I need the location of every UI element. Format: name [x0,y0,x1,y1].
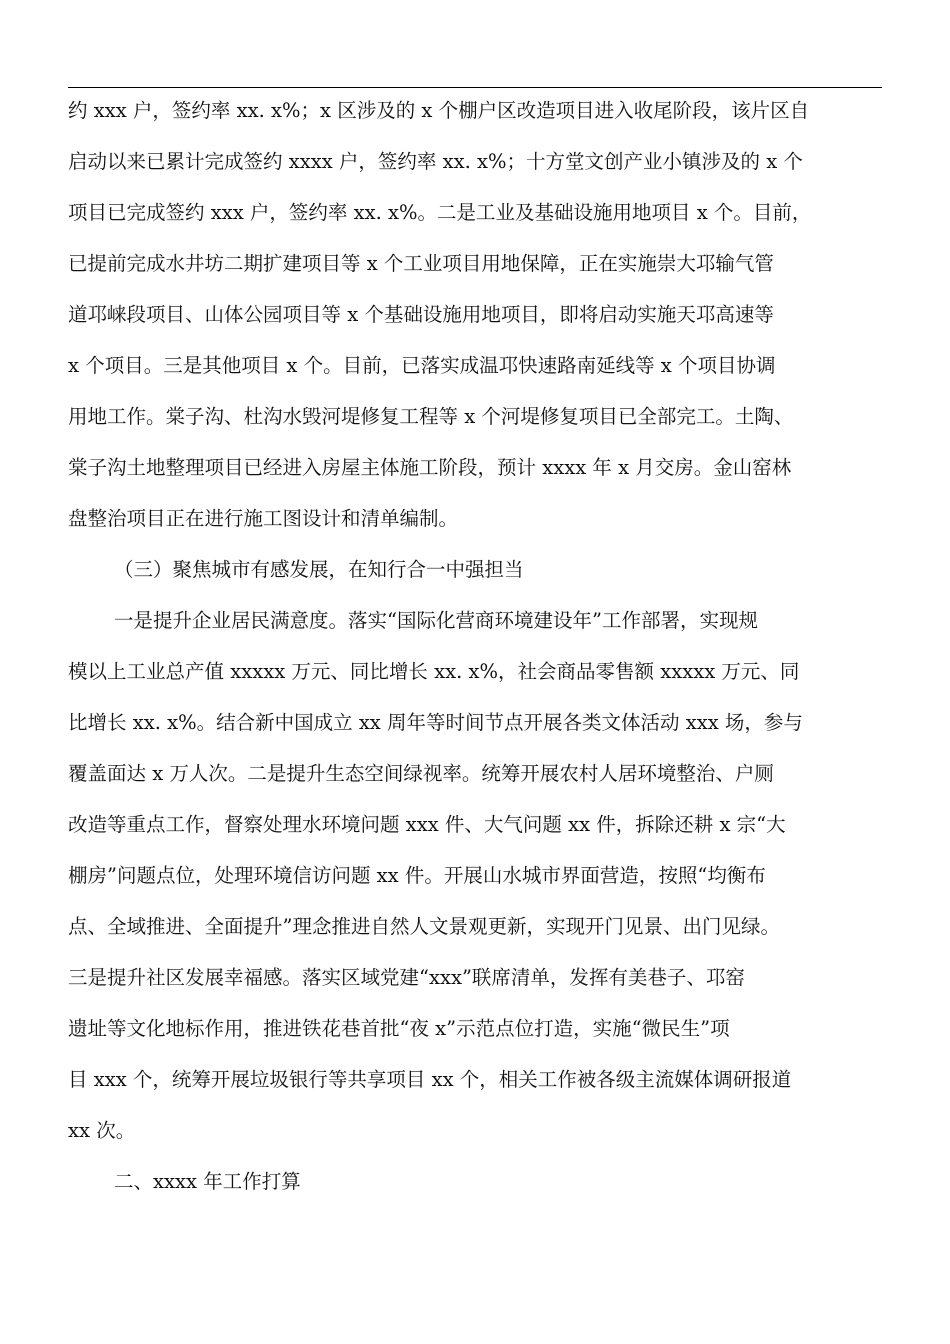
section-heading: （三）聚焦城市有感发展，在知行合一中强担当 [114,558,524,581]
paragraph-line: 点、全域推进、全面提升”理念推进自然人文景观更新，实现开门见景、出门见绿。 [68,915,780,938]
paragraph-line: 用地工作。棠子沟、杜沟水毁河堤修复工程等 x 个河堤修复项目已全部完工。土陶、 [68,405,794,428]
paragraph-line: 三是提升社区发展幸福感。落实区域党建“xxx”联席清单，发挥有美巷子、邛窑 [68,966,745,989]
paragraph-line: x 个项目。三是其他项目 x 个。目前，已落实成温邛快速路南延线等 x 个项目协调 [68,354,776,377]
paragraph-line: 盘整治项目正在进行施工图设计和清单编制。 [68,507,459,530]
paragraph-line: 棚房”问题点位，处理环境信访问题 xx 件。开展山水城市界面营造，按照“均衡布 [68,864,766,887]
paragraph-line: 目 xxx 个，统筹开展垃圾银行等共享项目 xx 个，相关工作被各级主流媒体调研报道 [68,1068,792,1091]
paragraph-line: 项目已完成签约 xxx 户，签约率 xx. x%。二是工业及基础设施用地项目 x 个。目前， [68,201,812,224]
paragraph-line: 已提前完成水井坊二期扩建项目等 x 个工业项目用地保障，正在实施崇大邛输气管 [68,252,774,275]
paragraph-line: 改造等重点工作，督察处理水环境问题 xxx 件、大气问题 xx 件，拆除还耕 x 宗“大 [68,813,786,836]
section-heading: 二、xxxx 年工作打算 [114,1170,301,1193]
paragraph-line: 一是提升企业居民满意度。落实“国际化营商环境建设年”工作部署，实现规 [114,609,758,632]
paragraph-line: 覆盖面达 x 万人次。二是提升生态空间绿视率。统筹开展农村人居环境整治、户厕 [68,762,774,785]
paragraph-line: 棠子沟土地整理项目已经进入房屋主体施工阶段，预计 xxxx 年 x 月交房。金山窑林 [68,456,792,479]
paragraph-line: 道邛崃段项目、山体公园项目等 x 个基础设施用地项目，即将启动实施天邛高速等 [68,303,774,326]
header-rule [68,87,882,88]
paragraph-line: 遗址等文化地标作用，推进铁花巷首批“夜 x”示范点位打造，实施“微民生”项 [68,1017,730,1040]
paragraph-line: 启动以来已累计完成签约 xxxx 户，签约率 xx. x%；十方堂文创产业小镇涉及的 x 个 [68,150,803,173]
paragraph-line: 约 xxx 户，签约率 xx. x%；x 区涉及的 x 个棚户区改造项目进入收尾阶段，该片区自 [68,99,810,122]
paragraph-line: xx 次。 [68,1119,136,1142]
paragraph-line: 模以上工业总产值 xxxxx 万元、同比增长 xx. x%，社会商品零售额 xxxxx 万元、同 [68,660,800,683]
paragraph-line: 比增长 xx. x%。结合新中国成立 xx 周年等时间节点开展各类文体活动 xxx 场，参与 [68,711,803,734]
